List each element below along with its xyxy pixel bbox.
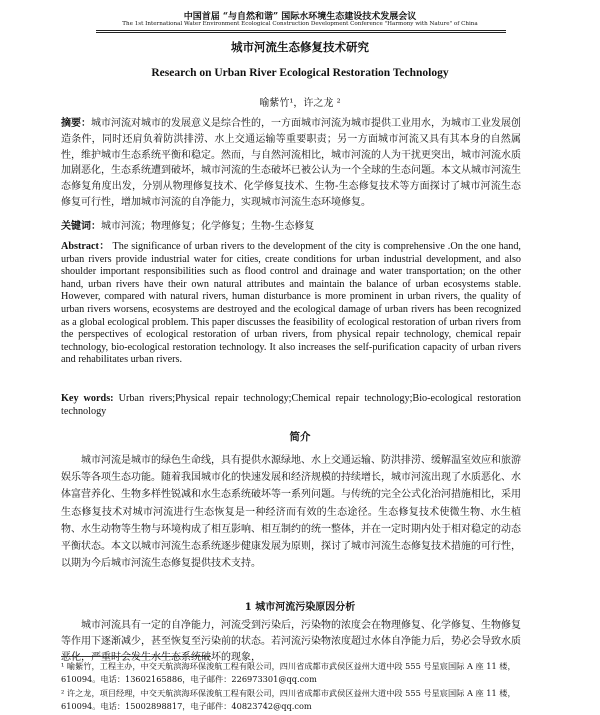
- abstract-en-label: Abstract：: [61, 241, 110, 252]
- abstract-en-text: The significance of urban rivers to the development of the city is comprehensive .On the one hand, urban rivers provide industrial water for cities, create conditions for urban industrial development, and also shoulder important responsibilities such as flood control and drainage and water transportation; on the other hand, urban rivers have their own natural attributes and maintain the balance of urban ecosystems stable. However, compared with natural rivers, human disturbance is more prominent in urban rivers, the quality of urban rivers worsens, ecosystems are destroyed and the ecological damage of urban rivers has been recognized as a global ecological problem. This paper discusses the feasibility of ecological restoration of urban rivers from the perspectives of ecological restoration of urban rivers, from physical repair technology, chemical repair technology, bio-ecological restoration technology. It also increases the self-purification capacity of urban rivers and rehabilitates urban rivers.: [61, 241, 521, 366]
- abstract-cn-text: 城市河流对城市的发展意义是综合性的，一方面城市河流为城市提供工业用水，为城市工业发展创造条件，同时还肩负着防洪排涝、水上交通运输等重要职责；另一方面城市河流又具有其本身的自然属性，维护城市生态系统平衡和稳定。然而，与自然河流相比，城市河流的人为干扰更突出，城市河流水质加剧恶化，生态系统遭到破坏，城市河流的生态破坏已被公认为一个全球的生态问题。本文从城市河流生态修复角度出发，分别从物理修复技术、化学修复技术、生物-生态修复技术等方面探讨了城市河流生态修复可行性，增加城市河流的自净能力，实现城市河流生态环境修复。: [61, 118, 521, 208]
- intro-heading: 简介: [289, 431, 311, 443]
- conference-title-cn: 中国首届 “与自然和谐” 国际水环境生态建设技术发展会议: [183, 12, 417, 22]
- footnote-2: ² 许之龙，项目经理，中交天航滨海环保浚航工程有限公司，四川省成都市武侯区益州大道中段 555 号星宸国际 A 座 11 楼，610094。电话：15002898817，电子邮件：40823742@qq.com: [61, 688, 516, 711]
- authors: 喻紫竹¹，许之龙 ²: [259, 98, 341, 109]
- abstract-en: [61, 241, 521, 367]
- header-rule-top: [96, 30, 506, 31]
- section-1-paragraph: 城市河流具有一定的自净能力，河流受到污染后，污染物的浓度会在物理修复、化学修复、生物修复等作用下逐渐减少，甚至恢复至污染前的状态。若河流污染物浓度超过水体自净能力后，势必会导致水质恶化，严重时会发生水生态系统破坏的现象，: [61, 620, 521, 663]
- section-1-heading: 1 城市河流污染原因分析: [244, 602, 356, 613]
- conference-title-en: The 1st International Water Environment Ecological Construction Development Conference "Harmony with Nature" of China: [122, 21, 478, 27]
- keywords-cn-label: 关键词：: [61, 221, 101, 232]
- footnote-rule: [61, 656, 211, 657]
- intro-paragraph: 城市河流是城市的绿色生命线，具有提供水源绿地、水上交通运输、防洪排涝、缓解温室效应和旅游娱乐等各项生态功能。随着我国城市化的快速发展和经济规模的持续增长，城市河流出现了水质恶化、水体富营养化、生物多样性锐减和水生态系统破坏等一系列问题。与传统的完全公式化治河措施相比，采用生态修复技术对城市河流进行生态恢复是一种经济而有效的生态途径。生态修复技术使微生物、水生植物、水生动物等生物与环境构成了相互影响、相互制约的统一整体，并在一定时期内处于相对稳定的动态平衡状态。本文以城市河流生态系统逐步健康发展为原则，探讨了城市河流生态修复技术措施的可行性，以期为今后城市河流生态修复提供技术支持。: [61, 455, 521, 570]
- abstract-cn: [61, 116, 521, 211]
- paper-title-cn: 城市河流生态修复技术研究: [231, 40, 369, 54]
- keywords-cn-text: 城市河流；物理修复；化学修复；生物-生态修复: [101, 221, 315, 232]
- keywords-en: [61, 393, 521, 418]
- abstract-cn-label: 摘要：: [61, 118, 91, 129]
- paper-title-en: Research on Urban River Ecological Restoration Technology: [151, 67, 449, 79]
- header-rule-bottom: [96, 32, 506, 33]
- keywords-cn: [61, 219, 521, 234]
- keywords-en-label: Key words:: [61, 393, 114, 404]
- footnote-1: ¹ 喻紫竹，工程主办，中交天航滨海环保浚航工程有限公司，四川省成都市武侯区益州大道中段 555 号星宸国际 A 座 11 楼，610094。电话：13602165886，电子邮件：226973301@qq.com: [61, 661, 516, 684]
- keywords-en-text: Urban rivers;Physical repair technology;Chemical repair technology;Bio-ecological restoration technology: [61, 393, 521, 417]
